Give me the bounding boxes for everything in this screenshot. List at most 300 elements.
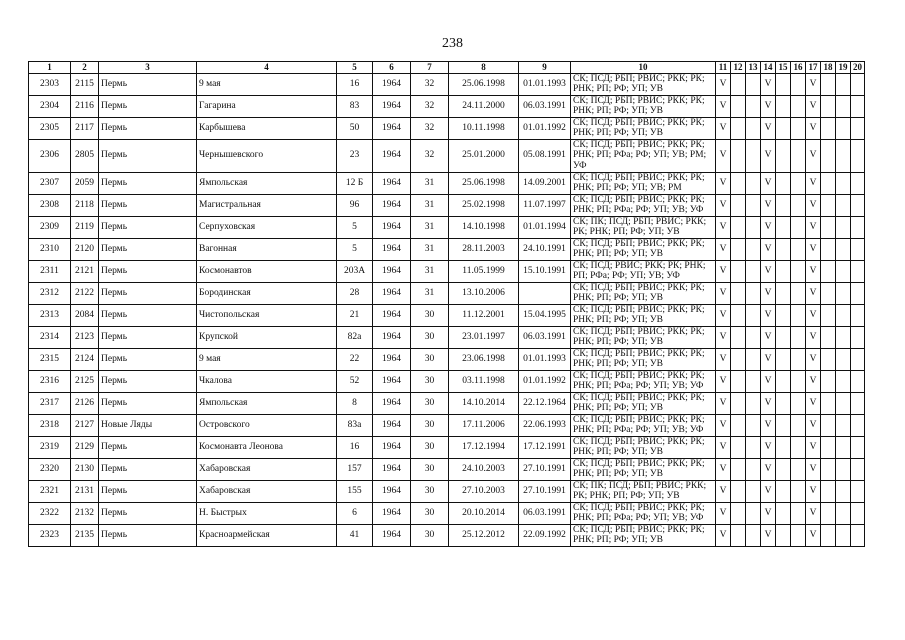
empty-mark-cell (731, 326, 746, 348)
year-cell: 1964 (373, 480, 411, 502)
check-mark-cell: V (761, 282, 776, 304)
empty-mark-cell (836, 117, 851, 139)
record-id-cell: 2119 (71, 216, 99, 238)
empty-mark-cell (836, 370, 851, 392)
empty-mark-cell (851, 73, 865, 95)
column-header: 20 (851, 62, 865, 74)
empty-mark-cell (821, 480, 836, 502)
table-row (29, 282, 865, 304)
empty-mark-cell (836, 172, 851, 194)
record-id-cell: 2126 (71, 392, 99, 414)
table-row (29, 326, 865, 348)
date-cell: 25.06.1998 (449, 73, 519, 95)
check-mark-cell: V (716, 282, 731, 304)
row-number-cell: 2323 (29, 524, 71, 546)
empty-mark-cell (746, 139, 761, 172)
empty-mark-cell (851, 117, 865, 139)
date-cell: 17.12.1991 (519, 436, 571, 458)
check-mark-cell: V (716, 117, 731, 139)
empty-mark-cell (791, 238, 806, 260)
empty-mark-cell (731, 117, 746, 139)
empty-mark-cell (776, 172, 791, 194)
record-id-cell: 2084 (71, 304, 99, 326)
empty-mark-cell (851, 502, 865, 524)
empty-mark-cell (731, 392, 746, 414)
year-cell: 1964 (373, 260, 411, 282)
codes-cell: СК; ПСД; РБП; РВИС; РКК; РК; РНК; РП; РФ; УП; УВ (571, 348, 716, 370)
check-mark-cell: V (761, 238, 776, 260)
date-cell: 17.11.2006 (449, 414, 519, 436)
street-cell: 9 мая (197, 348, 337, 370)
date-cell: 11.07.1997 (519, 194, 571, 216)
check-mark-cell: V (806, 260, 821, 282)
empty-mark-cell (746, 282, 761, 304)
code-cell: 30 (411, 326, 449, 348)
record-id-cell: 2115 (71, 73, 99, 95)
code-cell: 32 (411, 139, 449, 172)
empty-mark-cell (776, 194, 791, 216)
empty-mark-cell (821, 216, 836, 238)
column-header: 11 (716, 62, 731, 74)
street-cell: Космонавта Леонова (197, 436, 337, 458)
house-number-cell: 83а (337, 414, 373, 436)
check-mark-cell: V (716, 73, 731, 95)
table-row (29, 95, 865, 117)
column-header: 3 (99, 62, 197, 74)
check-mark-cell: V (806, 436, 821, 458)
empty-mark-cell (776, 392, 791, 414)
city-cell: Пермь (99, 348, 197, 370)
table-row (29, 392, 865, 414)
codes-cell: СК; ПСД; РБП; РВИС; РКК; РК; РНК; РП; РФ; УП; УВ (571, 458, 716, 480)
date-cell: 03.11.1998 (449, 370, 519, 392)
year-cell: 1964 (373, 194, 411, 216)
house-number-cell: 21 (337, 304, 373, 326)
empty-mark-cell (746, 436, 761, 458)
house-number-cell: 96 (337, 194, 373, 216)
house-number-cell: 83 (337, 95, 373, 117)
code-cell: 30 (411, 524, 449, 546)
street-cell: Вагонная (197, 238, 337, 260)
house-number-cell: 23 (337, 139, 373, 172)
date-cell: 01.01.1992 (519, 370, 571, 392)
codes-cell: СК; ПСД; РБП; РВИС; РКК; РК; РНК; РП; РФа; РФ; УП; УВ; УФ (571, 414, 716, 436)
empty-mark-cell (836, 458, 851, 480)
code-cell: 32 (411, 117, 449, 139)
code-cell: 30 (411, 392, 449, 414)
year-cell: 1964 (373, 326, 411, 348)
empty-mark-cell (836, 238, 851, 260)
empty-mark-cell (746, 216, 761, 238)
empty-mark-cell (731, 436, 746, 458)
date-cell: 25.02.1998 (449, 194, 519, 216)
empty-mark-cell (776, 524, 791, 546)
check-mark-cell: V (806, 370, 821, 392)
empty-mark-cell (776, 238, 791, 260)
empty-mark-cell (821, 304, 836, 326)
date-cell: 15.10.1991 (519, 260, 571, 282)
check-mark-cell: V (716, 480, 731, 502)
codes-cell: СК; ПСД; РБП; РВИС; РКК; РК; РНК; РП; РФ; УП; УВ (571, 392, 716, 414)
year-cell: 1964 (373, 458, 411, 480)
row-number-cell: 2309 (29, 216, 71, 238)
check-mark-cell: V (806, 304, 821, 326)
table-row (29, 414, 865, 436)
table-row (29, 216, 865, 238)
check-mark-cell: V (806, 282, 821, 304)
check-mark-cell: V (806, 95, 821, 117)
record-id-cell: 2805 (71, 139, 99, 172)
empty-mark-cell (821, 139, 836, 172)
codes-cell: СК; ПСД; РБП; РВИС; РКК; РК; РНК; РП; РФа; РФ; УП; УВ; УФ (571, 194, 716, 216)
year-cell: 1964 (373, 436, 411, 458)
empty-mark-cell (851, 414, 865, 436)
empty-mark-cell (821, 238, 836, 260)
page-number: 238 (442, 36, 463, 51)
empty-mark-cell (851, 172, 865, 194)
codes-cell: СК; ПК; ПСД; РБП; РВИС; РКК; РК; РНК; РП; РФ; УП; УВ (571, 480, 716, 502)
codes-cell: СК; ПСД; РБП; РВИС; РКК; РК; РНК; РП; РФ; УП; УВ (571, 238, 716, 260)
date-cell: 27.10.2003 (449, 480, 519, 502)
empty-mark-cell (821, 414, 836, 436)
column-header: 19 (836, 62, 851, 74)
empty-mark-cell (776, 458, 791, 480)
empty-mark-cell (746, 458, 761, 480)
empty-mark-cell (791, 480, 806, 502)
empty-mark-cell (731, 502, 746, 524)
date-cell: 24.10.2003 (449, 458, 519, 480)
check-mark-cell: V (806, 414, 821, 436)
city-cell: Пермь (99, 95, 197, 117)
date-cell: 28.11.2003 (449, 238, 519, 260)
city-cell: Пермь (99, 458, 197, 480)
record-id-cell: 2125 (71, 370, 99, 392)
code-cell: 31 (411, 238, 449, 260)
record-id-cell: 2130 (71, 458, 99, 480)
empty-mark-cell (776, 216, 791, 238)
street-cell: Крупской (197, 326, 337, 348)
check-mark-cell: V (761, 216, 776, 238)
house-number-cell: 12 Б (337, 172, 373, 194)
year-cell: 1964 (373, 117, 411, 139)
empty-mark-cell (836, 95, 851, 117)
record-id-cell: 2131 (71, 480, 99, 502)
record-id-cell: 2135 (71, 524, 99, 546)
year-cell: 1964 (373, 139, 411, 172)
empty-mark-cell (851, 480, 865, 502)
empty-mark-cell (821, 392, 836, 414)
codes-cell: СК; ПСД; РБП; РВИС; РКК; РК; РНК; РП; РФа; РФ; УП; УВ; УФ (571, 502, 716, 524)
codes-cell: СК; ПСД; РБП; РВИС; РКК; РК; РНК; РП; РФ; УП; УВ (571, 326, 716, 348)
empty-mark-cell (731, 139, 746, 172)
date-cell: 23.06.1998 (449, 348, 519, 370)
check-mark-cell: V (761, 95, 776, 117)
record-id-cell: 2120 (71, 238, 99, 260)
check-mark-cell: V (761, 502, 776, 524)
date-cell: 01.01.1994 (519, 216, 571, 238)
code-cell: 30 (411, 304, 449, 326)
empty-mark-cell (731, 524, 746, 546)
city-cell: Пермь (99, 436, 197, 458)
row-number-cell: 2315 (29, 348, 71, 370)
year-cell: 1964 (373, 238, 411, 260)
date-cell: 27.10.1991 (519, 480, 571, 502)
empty-mark-cell (731, 73, 746, 95)
empty-mark-cell (836, 392, 851, 414)
empty-mark-cell (791, 304, 806, 326)
empty-mark-cell (746, 348, 761, 370)
row-number-cell: 2314 (29, 326, 71, 348)
empty-mark-cell (821, 458, 836, 480)
house-number-cell: 157 (337, 458, 373, 480)
check-mark-cell: V (761, 139, 776, 172)
date-cell: 22.06.1993 (519, 414, 571, 436)
city-cell: Пермь (99, 392, 197, 414)
empty-mark-cell (836, 524, 851, 546)
check-mark-cell: V (806, 392, 821, 414)
table-row (29, 524, 865, 546)
record-id-cell: 2123 (71, 326, 99, 348)
year-cell: 1964 (373, 172, 411, 194)
city-cell: Пермь (99, 172, 197, 194)
house-number-cell: 5 (337, 238, 373, 260)
table-row (29, 139, 865, 172)
house-number-cell: 52 (337, 370, 373, 392)
check-mark-cell: V (761, 480, 776, 502)
street-cell: Островского (197, 414, 337, 436)
year-cell: 1964 (373, 348, 411, 370)
code-cell: 31 (411, 282, 449, 304)
row-number-cell: 2322 (29, 502, 71, 524)
empty-mark-cell (746, 480, 761, 502)
empty-mark-cell (836, 480, 851, 502)
empty-mark-cell (851, 392, 865, 414)
empty-mark-cell (746, 194, 761, 216)
check-mark-cell: V (716, 304, 731, 326)
street-cell: Ямпольская (197, 392, 337, 414)
empty-mark-cell (791, 172, 806, 194)
street-cell: Ямпольская (197, 172, 337, 194)
check-mark-cell: V (806, 238, 821, 260)
row-number-cell: 2308 (29, 194, 71, 216)
table-row (29, 194, 865, 216)
check-mark-cell: V (806, 524, 821, 546)
empty-mark-cell (791, 458, 806, 480)
check-mark-cell: V (806, 139, 821, 172)
house-number-cell: 82а (337, 326, 373, 348)
check-mark-cell: V (761, 117, 776, 139)
column-header: 1 (29, 62, 71, 74)
year-cell: 1964 (373, 370, 411, 392)
empty-mark-cell (731, 480, 746, 502)
street-cell: Чкалова (197, 370, 337, 392)
empty-mark-cell (821, 326, 836, 348)
empty-mark-cell (746, 172, 761, 194)
empty-mark-cell (821, 370, 836, 392)
check-mark-cell: V (716, 238, 731, 260)
street-cell: Серпуховская (197, 216, 337, 238)
empty-mark-cell (851, 260, 865, 282)
codes-cell: СК; ПСД; РБП; РВИС; РКК; РК; РНК; РП; РФ; УП; УВ (571, 436, 716, 458)
empty-mark-cell (851, 370, 865, 392)
empty-mark-cell (791, 502, 806, 524)
empty-mark-cell (776, 414, 791, 436)
city-cell: Пермь (99, 480, 197, 502)
empty-mark-cell (776, 502, 791, 524)
empty-mark-cell (746, 326, 761, 348)
row-number-cell: 2307 (29, 172, 71, 194)
empty-mark-cell (821, 436, 836, 458)
record-id-cell: 2117 (71, 117, 99, 139)
date-cell: 17.12.1994 (449, 436, 519, 458)
empty-mark-cell (746, 117, 761, 139)
date-cell: 01.01.1993 (519, 348, 571, 370)
empty-mark-cell (791, 95, 806, 117)
column-header: 4 (197, 62, 337, 74)
city-cell: Пермь (99, 260, 197, 282)
empty-mark-cell (746, 502, 761, 524)
empty-mark-cell (776, 480, 791, 502)
empty-mark-cell (746, 95, 761, 117)
date-cell: 25.06.1998 (449, 172, 519, 194)
code-cell: 30 (411, 458, 449, 480)
check-mark-cell: V (761, 436, 776, 458)
column-header: 15 (776, 62, 791, 74)
city-cell: Пермь (99, 282, 197, 304)
codes-cell: СК; ПСД; РБП; РВИС; РКК; РК; РНК; РП; РФ; УП; УВ (571, 524, 716, 546)
year-cell: 1964 (373, 282, 411, 304)
empty-mark-cell (791, 370, 806, 392)
empty-mark-cell (776, 326, 791, 348)
code-cell: 32 (411, 73, 449, 95)
row-number-cell: 2320 (29, 458, 71, 480)
date-cell: 06.03.1991 (519, 326, 571, 348)
date-cell: 14.10.2014 (449, 392, 519, 414)
check-mark-cell: V (806, 194, 821, 216)
house-number-cell: 16 (337, 436, 373, 458)
empty-mark-cell (791, 348, 806, 370)
codes-cell: СК; ПСД; РВИС; РКК; РК; РНК; РП; РФа; РФ; УП; УВ; УФ (571, 260, 716, 282)
city-cell: Пермь (99, 524, 197, 546)
empty-mark-cell (791, 414, 806, 436)
row-number-cell: 2318 (29, 414, 71, 436)
empty-mark-cell (746, 392, 761, 414)
row-number-cell: 2312 (29, 282, 71, 304)
city-cell: Пермь (99, 139, 197, 172)
house-number-cell: 6 (337, 502, 373, 524)
empty-mark-cell (791, 260, 806, 282)
empty-mark-cell (776, 73, 791, 95)
row-number-cell: 2321 (29, 480, 71, 502)
empty-mark-cell (731, 95, 746, 117)
empty-mark-cell (791, 117, 806, 139)
house-number-cell: 22 (337, 348, 373, 370)
empty-mark-cell (746, 414, 761, 436)
empty-mark-cell (746, 370, 761, 392)
header-row (29, 62, 865, 74)
empty-mark-cell (851, 282, 865, 304)
date-cell: 24.11.2000 (449, 95, 519, 117)
date-cell: 05.08.1991 (519, 139, 571, 172)
code-cell: 30 (411, 502, 449, 524)
column-header: 6 (373, 62, 411, 74)
house-number-cell: 155 (337, 480, 373, 502)
check-mark-cell: V (761, 458, 776, 480)
column-header: 5 (337, 62, 373, 74)
codes-cell: СК; ПСД; РБП; РВИС; РКК; РК; РНК; РП; РФа; РФ; УП; УВ; УФ (571, 370, 716, 392)
column-header: 2 (71, 62, 99, 74)
house-number-cell: 8 (337, 392, 373, 414)
codes-cell: СК; ПСД; РБП; РВИС; РКК; РК; РНК; РП; РФа; РФ; УП; УВ; РМ; УФ (571, 139, 716, 172)
check-mark-cell: V (806, 502, 821, 524)
empty-mark-cell (836, 216, 851, 238)
column-header: 8 (449, 62, 519, 74)
codes-cell: СК; ПСД; РБП; РВИС; РКК; РК; РНК; РП; РФ; УП; УВ (571, 304, 716, 326)
check-mark-cell: V (806, 480, 821, 502)
empty-mark-cell (731, 348, 746, 370)
check-mark-cell: V (761, 392, 776, 414)
table-row (29, 304, 865, 326)
date-cell: 25.12.2012 (449, 524, 519, 546)
row-number-cell: 2311 (29, 260, 71, 282)
check-mark-cell: V (716, 95, 731, 117)
date-cell: 11.05.1999 (449, 260, 519, 282)
check-mark-cell: V (761, 524, 776, 546)
empty-mark-cell (731, 260, 746, 282)
empty-mark-cell (731, 172, 746, 194)
city-cell: Пермь (99, 73, 197, 95)
empty-mark-cell (821, 524, 836, 546)
check-mark-cell: V (716, 194, 731, 216)
empty-mark-cell (791, 139, 806, 172)
empty-mark-cell (851, 348, 865, 370)
row-number-cell: 2303 (29, 73, 71, 95)
street-cell: 9 мая (197, 73, 337, 95)
empty-mark-cell (731, 194, 746, 216)
code-cell: 30 (411, 480, 449, 502)
codes-cell: СК; ПК; ПСД; РБП; РВИС; РКК; РК; РНК; РП; РФ; УП; УВ (571, 216, 716, 238)
street-cell: Чернышевского (197, 139, 337, 172)
empty-mark-cell (836, 194, 851, 216)
date-cell: 14.10.1998 (449, 216, 519, 238)
date-cell: 14.09.2001 (519, 172, 571, 194)
check-mark-cell: V (716, 436, 731, 458)
check-mark-cell: V (716, 172, 731, 194)
street-cell: Красноармейская (197, 524, 337, 546)
city-cell: Пермь (99, 117, 197, 139)
year-cell: 1964 (373, 414, 411, 436)
empty-mark-cell (776, 117, 791, 139)
empty-mark-cell (821, 282, 836, 304)
date-cell: 10.11.1998 (449, 117, 519, 139)
check-mark-cell: V (716, 216, 731, 238)
street-cell: Чистопольская (197, 304, 337, 326)
empty-mark-cell (776, 139, 791, 172)
check-mark-cell: V (806, 326, 821, 348)
street-cell: Хабаровская (197, 480, 337, 502)
empty-mark-cell (836, 304, 851, 326)
record-id-cell: 2127 (71, 414, 99, 436)
city-cell: Новые Ляды (99, 414, 197, 436)
city-cell: Пермь (99, 194, 197, 216)
empty-mark-cell (821, 117, 836, 139)
empty-mark-cell (776, 436, 791, 458)
check-mark-cell: V (716, 392, 731, 414)
city-cell: Пермь (99, 216, 197, 238)
house-number-cell: 5 (337, 216, 373, 238)
empty-mark-cell (746, 238, 761, 260)
codes-cell: СК; ПСД; РБП; РВИС; РКК; РК; РНК; РП; РФ; УП; УВ (571, 73, 716, 95)
